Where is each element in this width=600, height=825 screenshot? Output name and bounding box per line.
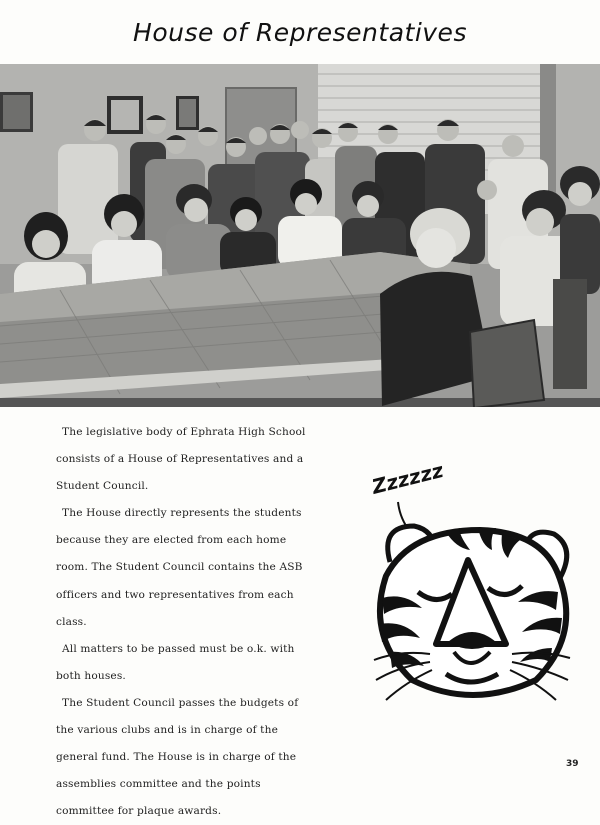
paragraph-house-represents: The House directly represents the students because they are elected from each home room. The Student Council contains the ASB officers and two representatives from each class. xyxy=(56,507,303,628)
sleeping-tiger-illustration xyxy=(368,458,582,704)
body-text xyxy=(56,419,314,825)
paragraph-legislative-body: The legislative body of Ephrata High School consists of a House of Representatives and a Student Council. xyxy=(56,426,306,493)
paragraph-budgets: The Student Council passes the budgets of the various clubs and is in charge of the general fund. The House is in charge of the assemblies committee and the points committee for plaque awards. xyxy=(56,696,299,818)
sleeping-tiger-icon xyxy=(368,458,582,704)
page-title: House of Representatives xyxy=(133,18,467,47)
paragraph-both-houses: All matters to be passed must be o.k. with both houses. xyxy=(56,642,295,682)
group-photo-icon xyxy=(0,64,600,407)
snore-text: Zzzzzz xyxy=(369,458,446,499)
page-number: 39 xyxy=(566,759,579,769)
group-photo xyxy=(0,64,600,407)
